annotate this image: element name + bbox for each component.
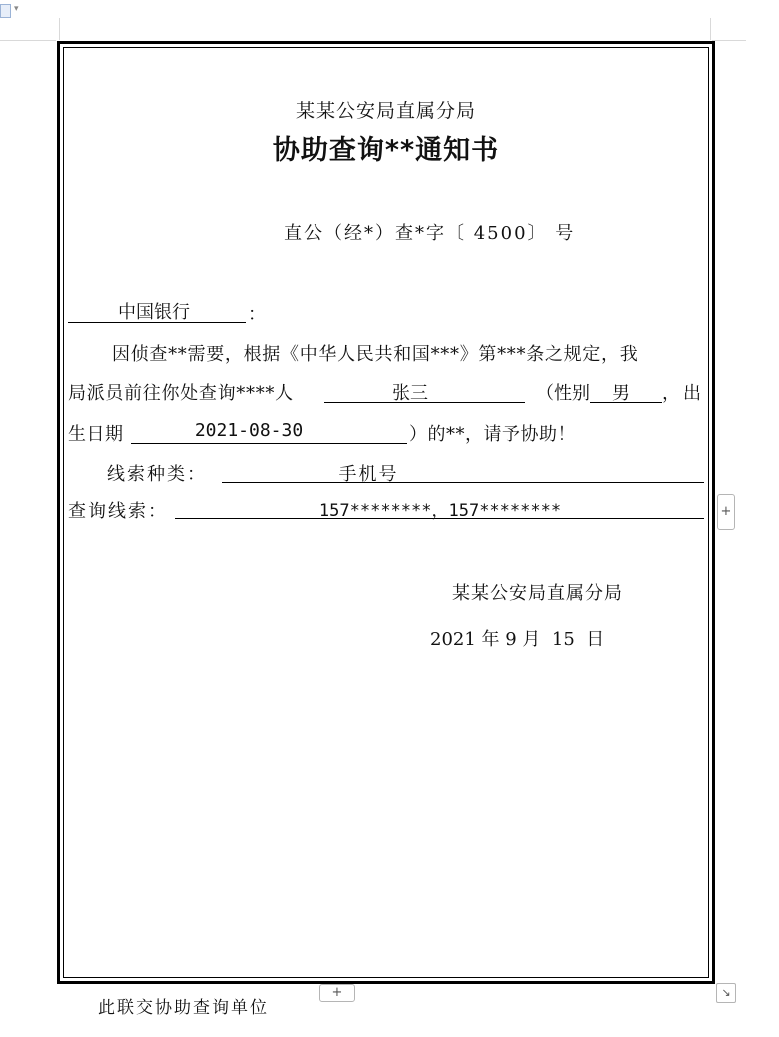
clue-value: 157********，157******** [318, 501, 562, 521]
margin-guide [712, 40, 746, 41]
copy-note: 此联交协助查询单位 [98, 998, 269, 1018]
birth-date-field[interactable] [131, 420, 407, 444]
add-column-button[interactable]: + [717, 494, 735, 530]
signing-date: 2021 年 9 月 15 日 [430, 629, 605, 650]
birth-date-label: 生日期 [68, 424, 124, 445]
birth-date-value: 2021-08-30 [194, 420, 304, 441]
issuing-office: 某某公安局直属分局 [295, 100, 476, 122]
recipient-colon: ： [248, 304, 266, 325]
table-resize-icon[interactable]: ↘ [716, 983, 736, 1003]
clue-type-value: 手机号 [338, 464, 399, 485]
clue-label: 查询线索： [68, 501, 168, 522]
person-name-value: 张三 [392, 383, 428, 404]
margin-guide [59, 18, 60, 40]
document-title: 协助查询**通知书 [272, 135, 500, 166]
notice-paragraph-line-2: 局派员前往你处查询****人 [68, 383, 294, 404]
birth-label-tail: ，出 [662, 383, 704, 404]
person-name-field[interactable] [324, 379, 525, 403]
gender-value: 男 [612, 383, 630, 404]
recipient-value: 中国银行 [118, 302, 190, 323]
margin-guide [0, 40, 56, 41]
margin-guide [710, 18, 711, 40]
signing-office: 某某公安局直属分局 [452, 583, 623, 604]
clue-type-label: 线索种类： [107, 464, 207, 485]
clue-field[interactable] [175, 496, 704, 519]
gender-field[interactable] [590, 379, 662, 403]
document-number: 直公（经*）查*字〔 4500〕 号 [284, 223, 576, 244]
add-row-button[interactable]: + [319, 984, 355, 1002]
caret-down-icon[interactable]: ▾ [14, 4, 19, 14]
notice-paragraph-line-1: 因侦查**需要，根据《中华人民共和国***》第***条之规定，我 [112, 344, 639, 365]
clue-type-field[interactable] [222, 460, 704, 483]
recipient-field[interactable] [68, 298, 246, 323]
notice-paragraph-line-3: ）的**，请予协助！ [409, 424, 576, 445]
gender-label: （性别 [536, 383, 590, 404]
table-select-handle[interactable] [0, 4, 11, 18]
